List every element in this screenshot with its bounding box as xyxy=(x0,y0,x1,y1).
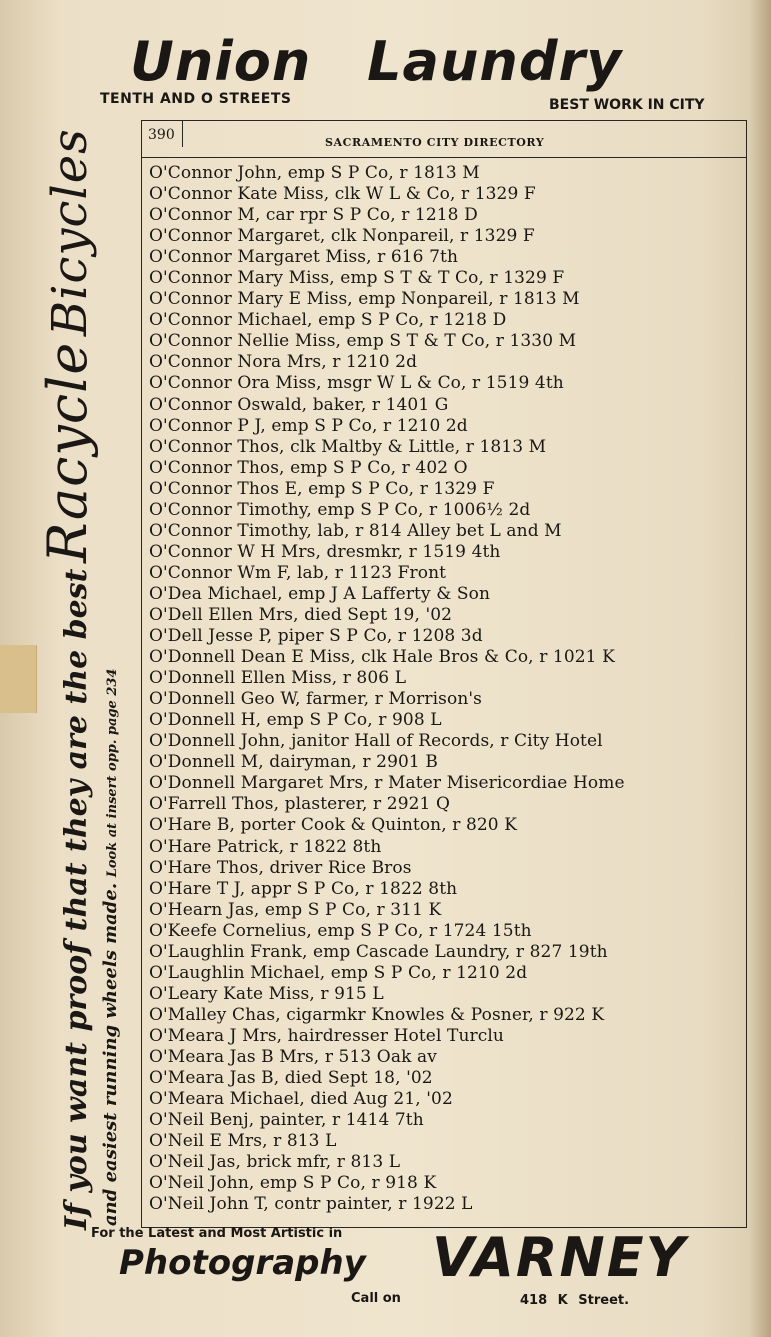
directory-entry: O'Hare Thos, driver Rice Bros xyxy=(149,857,412,878)
directory-entry: O'Meara J Mrs, hairdresser Hotel Turclu xyxy=(149,1025,504,1046)
directory-header xyxy=(142,121,746,158)
page-number-divider xyxy=(182,121,183,147)
ad-bottom-tagline: For the Latest and Most Artistic in xyxy=(91,1226,343,1241)
page-tab-marker xyxy=(0,645,37,713)
side-ad-line2-a: and easiest running wheels made. xyxy=(100,882,121,1226)
ad-top-address: TENTH AND O STREETS xyxy=(100,91,292,107)
directory-entry: O'Connor Margaret, clk Nonpareil, r 1329 F xyxy=(149,226,535,247)
directory-entry: O'Connor Thos, clk Maltby & Little, r 1813 M xyxy=(149,436,547,457)
side-advertisement xyxy=(36,120,136,1230)
directory-entry: O'Neil Benj, painter, r 1414 7th xyxy=(149,1110,424,1131)
side-ad-brand: Racycle xyxy=(36,341,99,563)
directory-entry: O'Connor Thos, emp S P Co, r 402 O xyxy=(149,457,468,478)
directory-entry: O'Connor Mary Miss, emp S T & T Co, r 1329 F xyxy=(149,268,565,289)
directory-entry: O'Neil Jas, brick mfr, r 813 L xyxy=(149,1152,401,1173)
directory-entry: O'Connor Nora Mrs, r 1210 2d xyxy=(149,352,418,373)
directory-entry: O'Donnell Ellen Miss, r 806 L xyxy=(149,668,407,689)
directory-entry: O'Neil E Mrs, r 813 L xyxy=(149,1131,337,1152)
directory-entry: O'Donnell H, emp S P Co, r 908 L xyxy=(149,710,442,731)
directory-entry: O'Connor Oswald, baker, r 1401 G xyxy=(149,394,449,415)
entry-list xyxy=(149,163,744,1215)
directory-entry: O'Dell Ellen Mrs, died Sept 19, '02 xyxy=(149,604,453,625)
ad-bottom-address: 418 K Street. xyxy=(520,1293,630,1308)
directory-entry: O'Donnell Dean E Miss, clk Hale Bros & Co, r 1021 K xyxy=(149,647,615,668)
directory-entry: O'Connor Kate Miss, clk W L & Co, r 1329 F xyxy=(149,184,536,205)
directory-entry: O'Donnell Margaret Mrs, r Mater Misericordiae Home xyxy=(149,773,625,794)
directory-entry: O'Keefe Cornelius, emp S P Co, r 1724 15th xyxy=(149,920,532,941)
ad-top-title: Union Laundry xyxy=(130,30,623,93)
directory-entry: O'Connor Margaret Miss, r 616 7th xyxy=(149,247,459,268)
directory-entry: O'Leary Kate Miss, r 915 L xyxy=(149,983,384,1004)
directory-entry: O'Connor John, emp S P Co, r 1813 M xyxy=(149,163,480,183)
directory-entry: O'Neil John T, contr painter, r 1922 L xyxy=(149,1194,473,1215)
page-edge-shadow xyxy=(749,0,771,1337)
directory-entry: O'Connor P J, emp S P Co, r 1210 2d xyxy=(149,415,468,436)
directory-entry: O'Malley Chas, cigarmkr Knowles & Posner, r 922 K xyxy=(149,1004,605,1025)
directory-entry: O'Dell Jesse P, piper S P Co, r 1208 3d xyxy=(149,626,483,647)
directory-entry: O'Connor M, car rpr S P Co, r 1218 D xyxy=(149,205,478,226)
directory-entry: O'Meara Michael, died Aug 21, '02 xyxy=(149,1089,453,1110)
ad-bottom-call: Call on xyxy=(351,1291,401,1306)
directory-entry: O'Connor Wm F, lab, r 1123 Front xyxy=(149,562,447,583)
directory-entry: O'Hare B, porter Cook & Quinton, r 820 K xyxy=(149,815,518,836)
ad-top-slogan: BEST WORK IN CITY xyxy=(549,97,705,113)
directory-entry: O'Donnell John, janitor Hall of Records, r City Hotel xyxy=(149,731,603,752)
ad-bottom-varney: VARNEY xyxy=(432,1226,687,1289)
directory-entry: O'Connor Mary E Miss, emp Nonpareil, r 1813 M xyxy=(149,289,580,310)
directory-entry: O'Neil John, emp S P Co, r 918 K xyxy=(149,1173,437,1194)
directory-entry: O'Hearn Jas, emp S P Co, r 311 K xyxy=(149,899,442,920)
side-ad-line1 xyxy=(36,128,103,1230)
side-ad-product: Bicycles xyxy=(42,128,98,337)
directory-entry: O'Connor Nellie Miss, emp S T & T Co, r 1330 M xyxy=(149,331,577,352)
directory-entry: O'Donnell Geo W, farmer, r Morrison's xyxy=(149,689,482,710)
directory-entry: O'Donnell M, dairyman, r 2901 B xyxy=(149,752,438,773)
side-ad-line2 xyxy=(98,669,126,1226)
directory-entry: O'Hare Patrick, r 1822 8th xyxy=(149,836,382,857)
directory-entry: O'Connor Thos E, emp S P Co, r 1329 F xyxy=(149,478,495,499)
directory-entry: O'Hare T J, appr S P Co, r 1822 8th xyxy=(149,878,458,899)
side-ad-line1-a: If you want proof that they are the best xyxy=(59,568,94,1230)
directory-entry: O'Connor W H Mrs, dresmkr, r 1519 4th xyxy=(149,541,501,562)
directory-entry: O'Meara Jas B, died Sept 18, '02 xyxy=(149,1068,433,1089)
directory-entry: O'Laughlin Michael, emp S P Co, r 1210 2d xyxy=(149,962,528,983)
side-ad-line2-b: Look at insert opp. page 234 xyxy=(105,668,120,878)
directory-entry: O'Connor Timothy, lab, r 814 Alley bet L and M xyxy=(149,520,562,541)
directory-entry: O'Farrell Thos, plasterer, r 2921 Q xyxy=(149,794,450,815)
directory-title: SACRAMENTO CITY DIRECTORY xyxy=(325,136,545,149)
directory-entry: O'Connor Michael, emp S P Co, r 1218 D xyxy=(149,310,507,331)
directory-entry: O'Dea Michael, emp J A Lafferty & Son xyxy=(149,583,491,604)
directory-entry: O'Meara Jas B Mrs, r 513 Oak av xyxy=(149,1046,437,1067)
directory-entry: O'Connor Ora Miss, msgr W L & Co, r 1519 4th xyxy=(149,373,564,394)
ad-bottom-photography: Photography xyxy=(119,1243,366,1283)
page-number: 390 xyxy=(148,127,175,143)
directory-listing xyxy=(141,120,747,1228)
directory-entry: O'Connor Timothy, emp S P Co, r 1006½ 2d xyxy=(149,499,531,520)
directory-entry: O'Laughlin Frank, emp Cascade Laundry, r 827 19th xyxy=(149,941,608,962)
